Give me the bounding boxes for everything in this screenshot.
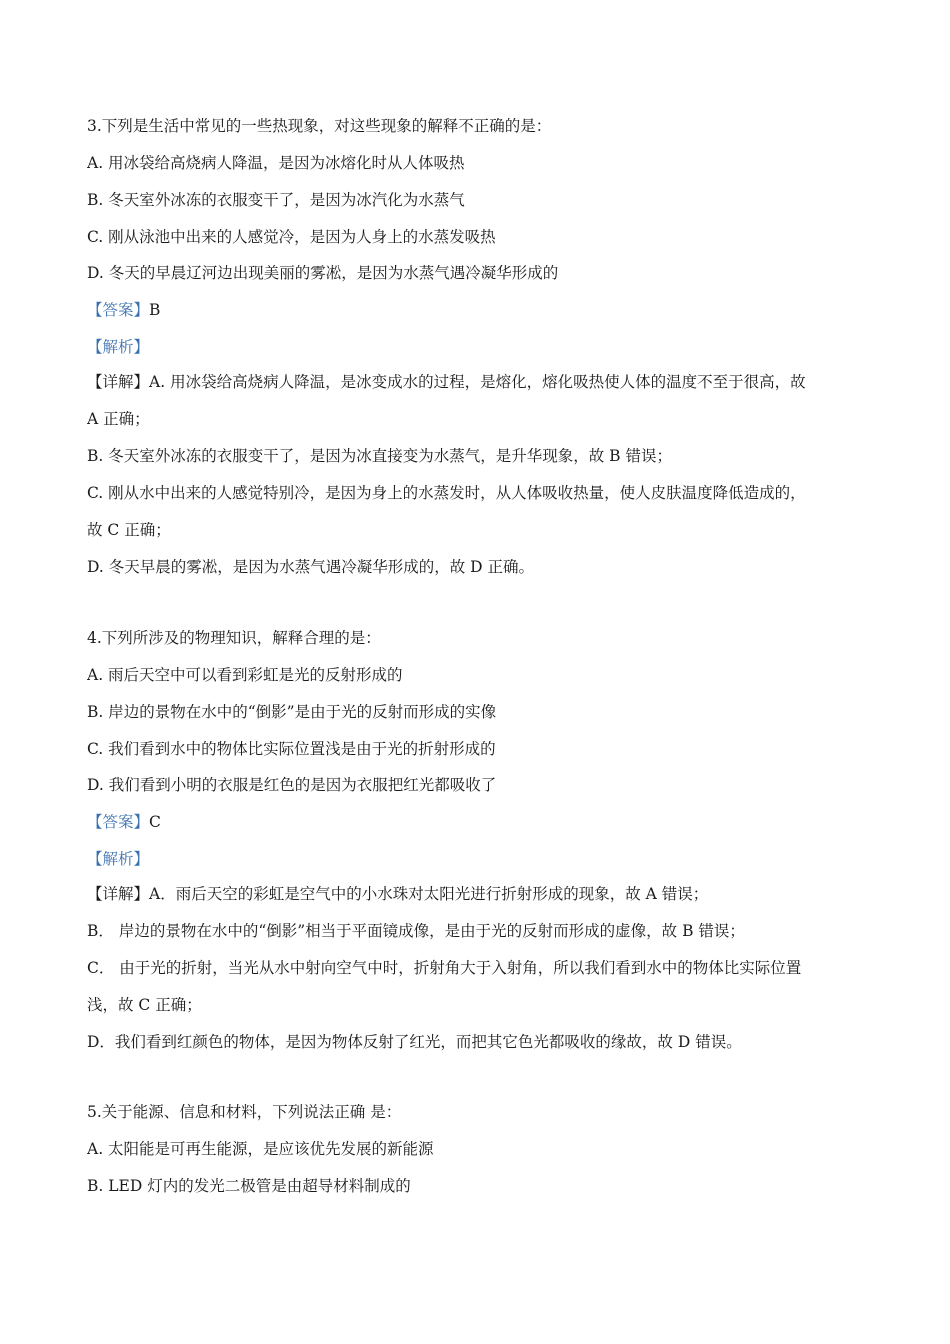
q4-option-a: A. 雨后天空中可以看到彩虹是光的反射形成的 bbox=[87, 666, 403, 684]
q4-detail-line: C． 由于光的折射，当光从水中射向空气中时，折射角大于入射角，所以我们看到水中的物体比实际位置 bbox=[87, 959, 802, 977]
q4-option-c: C. 我们看到水中的物体比实际位置浅是由于光的折射形成的 bbox=[87, 740, 496, 758]
detail-text: A．雨后天空的彩虹是空气中的小水珠对太阳光进行折射形成的现象，故 A 错误； bbox=[149, 885, 709, 903]
q3-option-b: B. 冬天室外冰冻的衣服变干了，是因为冰汽化为水蒸气 bbox=[87, 191, 465, 209]
q4-detail-line: B． 岸边的景物在水中的“倒影”相当于平面镜成像，是由于光的反射而形成的虚像，故 B 错误； bbox=[87, 922, 745, 940]
q3-detail-line: D. 冬天早晨的雾凇，是因为水蒸气遇冷凝华形成的，故 D 正确。 bbox=[87, 558, 535, 576]
q3-option-d: D. 冬天的早晨辽河边出现美丽的雾凇，是因为水蒸气遇冷凝华形成的 bbox=[87, 264, 559, 282]
q5-stem: 5.关于能源、信息和材料，下列说法正确 是： bbox=[87, 1103, 402, 1121]
q4-detail-line: 浅，故 C 正确； bbox=[87, 996, 202, 1014]
q3-analysis-tag: 【解析】 bbox=[87, 338, 150, 356]
q3-answer bbox=[87, 299, 877, 321]
q3-detail-line: B. 冬天室外冰冻的衣服变干了，是因为冰直接变为水蒸气，是升华现象，故 B 错误； bbox=[87, 447, 672, 465]
q4-stem: 4.下列所涉及的物理知识，解释合理的是： bbox=[87, 629, 381, 647]
detail-text: A. 用冰袋给高烧病人降温，是冰变成水的过程，是熔化，熔化吸热使人体的温度不至于很高，故 bbox=[149, 373, 806, 391]
q4-detail-line: D．我们看到红颜色的物体，是因为物体反射了红光，而把其它色光都吸收的缘故，故 D 错误。 bbox=[87, 1033, 742, 1051]
q4-analysis-tag: 【解析】 bbox=[87, 850, 150, 868]
q3-option-c: C. 刚从泳池中出来的人感觉冷，是因为人身上的水蒸发吸热 bbox=[87, 228, 496, 246]
q4-detail-line bbox=[87, 883, 877, 905]
q5-option-a: A. 太阳能是可再生能源，是应该优先发展的新能源 bbox=[87, 1140, 434, 1158]
q3-detail-line: 故 C 正确； bbox=[87, 521, 171, 539]
q3-stem: 3.下列是生活中常见的一些热现象，对这些现象的解释不正确的是： bbox=[87, 117, 552, 135]
answer-tag: 【答案】 bbox=[87, 301, 150, 319]
q3-detail-line: C. 刚从水中出来的人感觉特别冷，是因为身上的水蒸发时，从人体吸收热量，使人皮肤温度降低造成的， bbox=[87, 484, 806, 502]
q5-option-b: B. LED 灯内的发光二极管是由超导材料制成的 bbox=[87, 1177, 411, 1195]
detail-tag: 【详解】 bbox=[87, 373, 150, 391]
q3-detail-line: A 正确； bbox=[87, 410, 150, 428]
q4-answer bbox=[87, 811, 877, 833]
answer-tag: 【答案】 bbox=[87, 813, 150, 831]
q3-detail-line bbox=[87, 371, 877, 393]
answer-value: B bbox=[149, 301, 161, 319]
q4-option-d: D. 我们看到小明的衣服是红色的是因为衣服把红光都吸收了 bbox=[87, 776, 497, 794]
q3-option-a: A. 用冰袋给高烧病人降温，是因为冰熔化时从人体吸热 bbox=[87, 154, 465, 172]
q4-option-b: B. 岸边的景物在水中的“倒影”是由于光的反射而形成的实像 bbox=[87, 703, 497, 721]
answer-value: C bbox=[149, 813, 161, 831]
detail-tag: 【详解】 bbox=[87, 885, 150, 903]
